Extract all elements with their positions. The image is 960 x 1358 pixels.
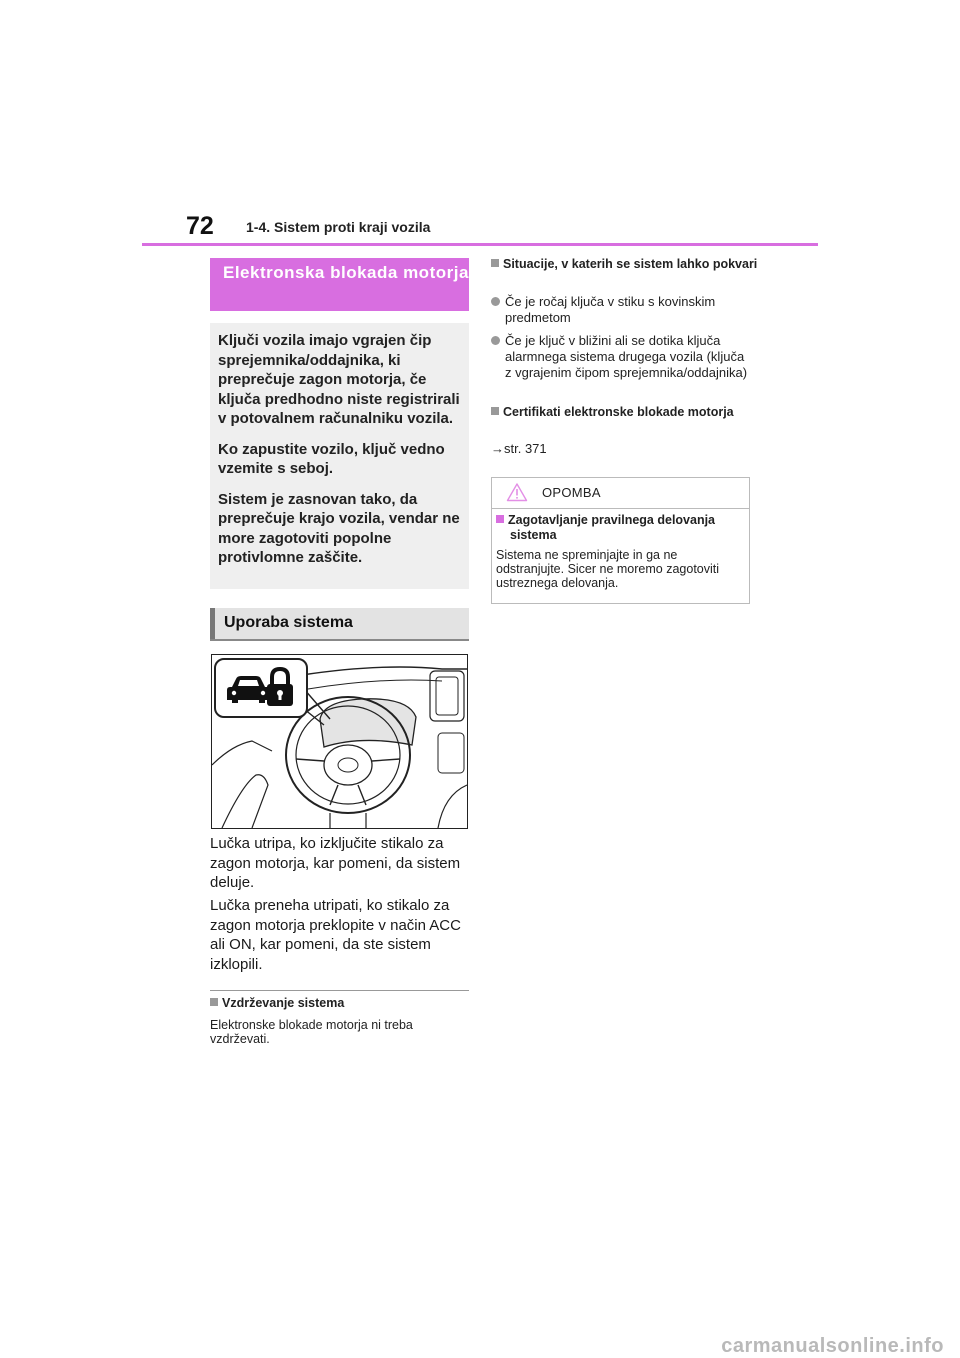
dot-bullet-icon: [491, 297, 500, 306]
steering-wheel-illustration: [212, 655, 467, 828]
summary-box: [210, 323, 469, 589]
certificates-page-ref: →str. 371: [491, 441, 547, 456]
square-bullet-icon: [491, 407, 499, 415]
topic-title-band: [210, 258, 469, 311]
note-label: OPOMBA: [542, 485, 601, 500]
note-subheading: Zagotavljanje pravilnega delovanja sistema: [496, 513, 750, 543]
situations-heading: Situacije, v katerih se sistem lahko pokvari: [491, 257, 767, 272]
note-text: Sistema ne spreminjajte in ga ne odstranjujte. Sicer ne moremo zagotoviti ustreznega delovanja.: [496, 548, 720, 590]
square-bullet-icon: [496, 515, 504, 523]
summary-paragraph: Ko zapustite vozilo, ključ vedno vzemite s seboj.: [218, 440, 445, 477]
summary-paragraph: Sistem je zasnovan tako, da preprečuje krajo vozila, vendar ne more zagotoviti popolne protivlomne zaščite.: [218, 490, 460, 566]
subsection-title: Uporaba sistema: [224, 614, 353, 631]
dot-bullet-icon: [491, 336, 500, 345]
situation-item: Če je ročaj ključa v stiku s kovinskim predmetom: [491, 294, 753, 326]
maintenance-text: Elektronske blokade motorja ni treba vzdrževati.: [210, 1018, 413, 1046]
page-number: 72: [186, 212, 214, 240]
subsection-divider: [210, 639, 469, 641]
stop-blink-description: Lučka preneha utripati, ko stikalo za zagon motorja preklopite v način ACC ali ON, kar pomeni, da ste sistem izklopili.: [210, 897, 461, 973]
note-header: [492, 478, 749, 509]
situation-item: Če je ključ v bližini ali se dotika ključa alarmnega sistema drugega vozila (ključa z vgrajenim čipom sprejemnika/oddajnika): [491, 333, 753, 381]
square-bullet-icon: [491, 259, 499, 267]
note-box: [491, 477, 750, 604]
topic-title: Elektronska blokada motorja: [223, 263, 469, 282]
dashboard-illustration: [211, 654, 468, 829]
certificates-heading: Certifikati elektronske blokade motorja: [491, 405, 767, 420]
subsection-band: [210, 608, 469, 640]
maintenance-heading: Vzdrževanje sistema: [210, 996, 472, 1011]
header-divider: [142, 243, 818, 246]
blink-description: Lučka utripa, ko izključite stikalo za zagon motorja, kar pomeni, da sistem deluje.: [210, 835, 461, 891]
watermark: carmanualsonline.info: [721, 1335, 944, 1357]
square-bullet-icon: [210, 998, 218, 1006]
maintenance-divider: [210, 990, 469, 991]
section-title: 1-4. Sistem proti kraji vozila: [246, 219, 431, 235]
subsection-bar: [210, 608, 215, 640]
summary-paragraph: Ključi vozila imajo vgrajen čip sprejemnika/oddajnika, ki preprečuje zagon motorja, če ključa predhodno niste registrirali v potovalnem računalniku vozila.: [218, 332, 460, 427]
warning-triangle-icon: [506, 482, 528, 502]
